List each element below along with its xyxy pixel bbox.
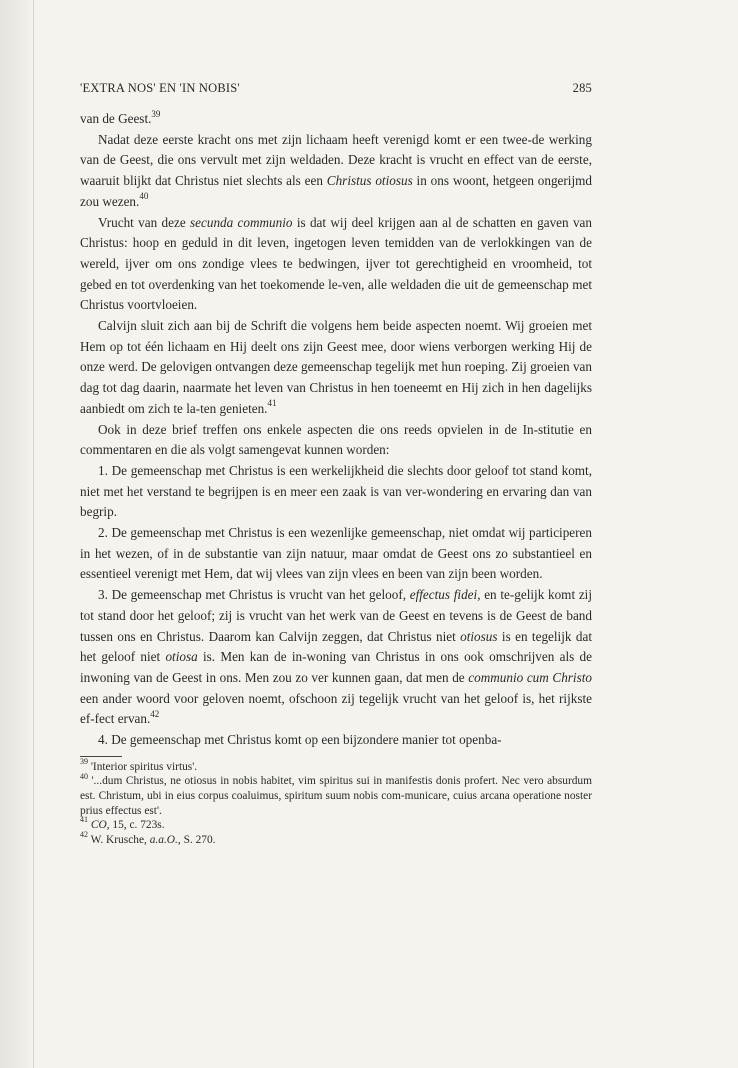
scan-margin-edge bbox=[33, 0, 34, 1068]
paragraph-3: Calvijn sluit zich aan bij de Schrift die volgens hem beide aspecten noemt. Wij groeien met Hem op tot één lichaam en Hij deelt ons zijn Geest mee, door wiens verborgen werking Hij de onze werd. De gelovigen ontvangen deze gemeenschap tegelijk met hun roeping. Zij groeien van dag tot dag daarin, naarmate het leven van Christus in hen toeneemt en Hij zich in hen dagelijks aanbiedt om zich te la-ten genieten.$^{41}$ bbox=[80, 318, 592, 416]
running-head-title: 'EXTRA NOS' EN 'IN NOBIS' bbox=[80, 81, 240, 95]
footnote-ref-39: 39 bbox=[151, 108, 161, 119]
footnotes bbox=[80, 757, 592, 848]
running-head bbox=[80, 81, 592, 99]
paragraph-0: van de Geest.$^{39}$ bbox=[80, 108, 161, 126]
body-text bbox=[80, 109, 592, 751]
list-item-2: 2. De gemeenschap met Christus is een wezenlijke gemeenschap, niet omdat wij participeren in het wezen, of in de substantie van zijn natuur, maar omdat de Geest ons zo substantieel en essentieel verenigt met Hem, dat wij vlees van zijn vlees en been van zijn been worden. bbox=[80, 525, 592, 582]
footnote-42: $^{42}$ W. Krusche, a.a.O., S. 270. bbox=[80, 829, 216, 846]
paragraph-2: Vrucht van deze secunda communio is dat wij deel krijgen aan al de schatten en gaven van Christus: hoop en geduld in dit leven, ingetogen leven temidden van de verlokkingen van de wereld, ijver om ons zondige vlees te bedwingen, ijver tot gerechtigheid en vroomheid, tot gebed en tot overdenking van het toekomende le-ven, alle weldaden die uit de gemeenschap met Christus voortvloeien. bbox=[80, 214, 592, 313]
footnote-41: $^{41}$ CO, 15, c. 723s. bbox=[80, 815, 165, 832]
footnote-39: $^{39}$ 'Interior spiritus virtus'. bbox=[80, 757, 198, 773]
scan-margin bbox=[0, 0, 34, 1068]
footnote-ref-40: 40 bbox=[139, 191, 149, 202]
list-item-3: 3. De gemeenschap met Christus is vrucht van het geloof, effectus fidei, en te-gelijk komt zij tot stand door het geloof; zij is vrucht van het werk van de Geest en tevens is de Geest de band tussen ons en Christus. Daarom kan Calvijn zeggen, dat Christus niet otiosus is en tegelijk dat het geloof niet otiosa is. Men kan de in-woning van Christus in ons ook omschrijven als de inwoning van de Geest in ons. Men zou zo ver kunnen gaan, dat men de communio cum Christo een ander woord voor geloven noemt, ofschoon zij tegelijk vrucht van het geloof is, het rijkste ef-fect ervan.$^{42}$ bbox=[80, 587, 592, 727]
page-content bbox=[80, 81, 592, 847]
paragraph-4: Ook in deze brief treffen ons enkele aspecten die ons reeds opvielen in de In-stitutie en commentaren en die als volgt samengevat kunnen worden: bbox=[80, 421, 592, 458]
paragraph-1: Nadat deze eerste kracht ons met zijn lichaam heeft verenigd komt er een twee-de werking van de Geest, die ons vervult met zijn weldaden. Deze kracht is vrucht en effect van de eerste, waaruit blijkt dat Christus niet slechts als een Christus otiosus in ons woont, hetgeen ongerijmd zou wezen.$^{40}$ bbox=[80, 131, 592, 209]
footnote-ref-42: 42 bbox=[150, 709, 160, 719]
list-item-4: 4. De gemeenschap met Christus komt op een bijzondere manier tot openba- bbox=[98, 732, 502, 748]
list-item-1: 1. De gemeenschap met Christus is een werkelijkheid die slechts door geloof tot stand komt, niet met het verstand te begrijpen is en meer een zaak is van ver-wondering en ervaring dan van begrip. bbox=[80, 462, 592, 520]
page-number: 285 bbox=[572, 81, 592, 95]
footnote-ref-41: 41 bbox=[267, 398, 277, 409]
footnote-40: $^{40}$ '...dum Christus, ne otiosus in nobis habitet, vim spiritus sui in manifestis donis profert. Nec vero absurdum est. Christum, ubi in eius corpus coaluimus, spiritum suum nobis com-municare, cuius arcana operatione noster prius effectus est'. bbox=[80, 771, 592, 817]
